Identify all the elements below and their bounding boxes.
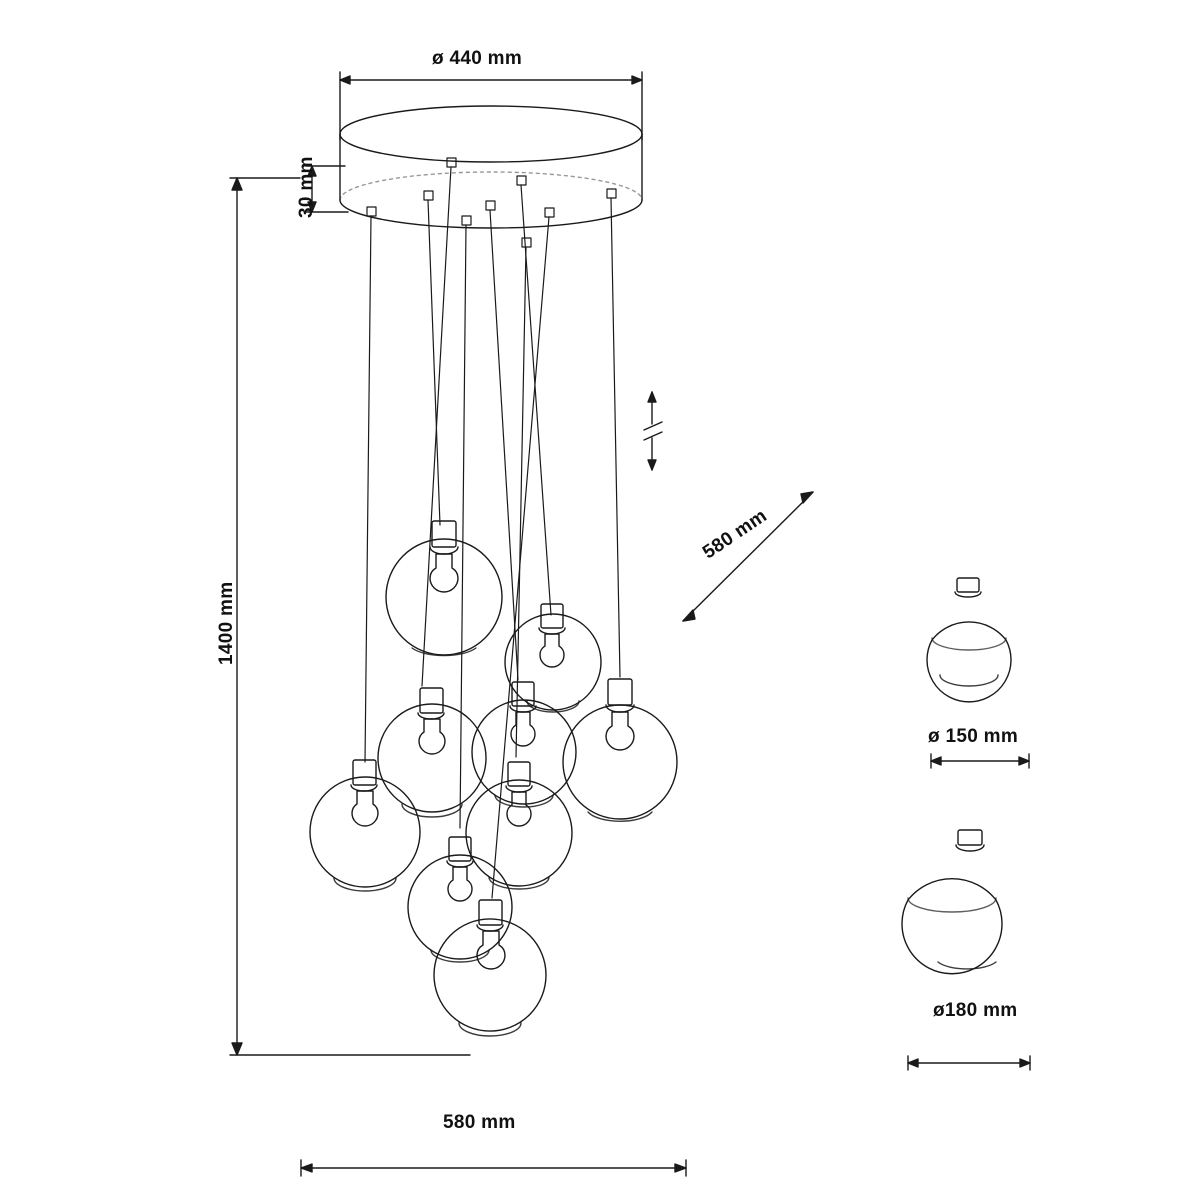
small-shade-label: ø 150 mm [928,726,1019,747]
suspension-cables [365,167,620,898]
pendant-globe-3 [378,688,486,817]
large-shade-dimension [908,1056,1030,1070]
large-shade-label: ø180 mm [933,1000,1018,1021]
bottom-width-label: 580 mm [443,1112,516,1133]
break-symbol [644,392,662,470]
large-shade-detail-view [902,830,1002,974]
bottom-width-dimension [301,1160,686,1176]
canopy-diameter-label: ø 440 mm [432,48,523,69]
pendant-globe-7 [466,762,572,889]
pendant-globe-9 [434,900,546,1036]
small-shade-dimension [931,754,1029,768]
canopy-height-label: 30 mm [296,156,317,218]
total-height-dimension [230,178,470,1055]
diagonal-spread-label: 580 mm [699,505,771,564]
pendant-globe-6 [310,760,420,891]
pendant-globe-2 [505,604,601,712]
small-shade-detail-view [927,578,1011,702]
pendant-globe-5 [563,679,677,821]
pendant-globe-1 [386,521,502,656]
total-height-label: 1400 mm [216,581,237,665]
